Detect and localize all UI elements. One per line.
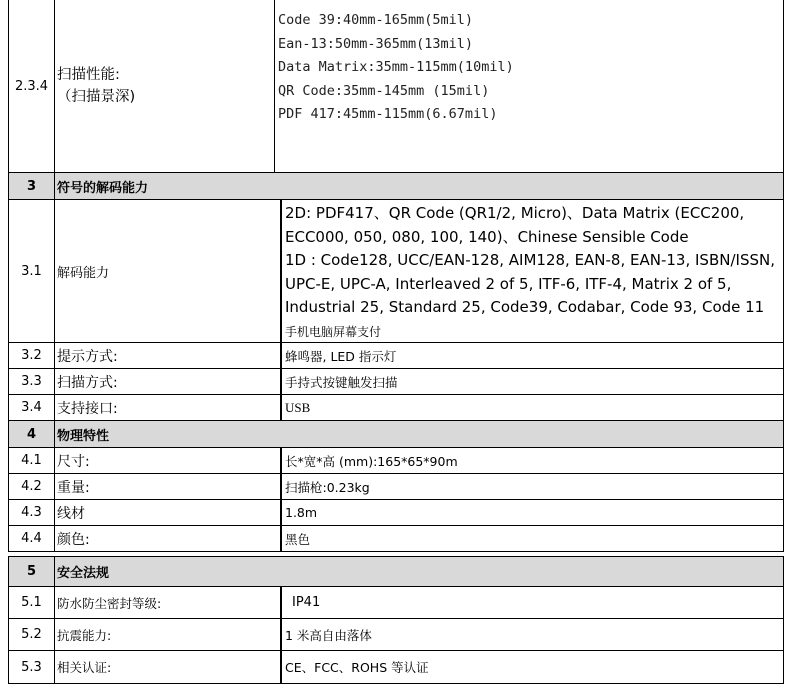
row-label: 相关认证:	[55, 651, 281, 683]
row-number: 4.2	[9, 474, 55, 499]
section-title: 符号的解码能力	[57, 180, 149, 196]
row-value: 手持式按键触发扫描	[281, 369, 783, 394]
row-label: 尺寸:	[55, 448, 281, 473]
row-number: 3.4	[9, 395, 55, 420]
table-row	[8, 587, 784, 619]
depth-of-field-line: Ean-13:50mm-365mm(13mil)	[278, 35, 474, 52]
row-number: 3.3	[9, 369, 55, 394]
row-value: 扫描枪:0.23kg	[281, 474, 783, 499]
row-value: 黑色	[281, 526, 783, 551]
row-label: 防水防尘密封等级:	[55, 587, 281, 618]
row-label	[55, 0, 275, 172]
row-label-line: 扫描性能:	[57, 67, 120, 83]
section-row	[8, 421, 784, 448]
row-label: 支持接口:	[55, 395, 281, 420]
row-number: 3.2	[9, 343, 55, 368]
row-label: 颜色:	[55, 526, 281, 551]
table-row	[8, 200, 784, 343]
table-row	[8, 343, 784, 369]
section-number: 3	[9, 173, 55, 199]
row-label: 扫描方式:	[55, 369, 281, 394]
row-number: 2.3.4	[9, 0, 55, 172]
row-number: 5.2	[9, 619, 55, 650]
row-label-line: （扫描景深)	[57, 89, 136, 105]
table-row	[8, 395, 784, 421]
row-value: 1 米高自由落体	[281, 619, 783, 650]
section-row	[8, 556, 784, 587]
row-number: 4.4	[9, 526, 55, 551]
row-number: 5.3	[9, 651, 55, 683]
row-value: USB	[281, 395, 783, 420]
table-row	[8, 369, 784, 395]
depth-of-field-line: Code 39:40mm-165mm(5mil)	[278, 12, 474, 28]
row-label: 抗震能力:	[55, 619, 281, 650]
row-value: 蜂鸣器, LED 指示灯	[281, 343, 783, 368]
depth-of-field-line: Data Matrix:35mm-115mm(10mil)	[278, 59, 514, 75]
row-label: 重量:	[55, 474, 281, 499]
depth-of-field-line: QR Code:35mm-145mm (15mil)	[278, 82, 490, 99]
row-value: 1.8m	[281, 500, 783, 525]
row-label: 提示方式:	[55, 343, 281, 368]
row-number: 4.1	[9, 448, 55, 473]
row-value: CE、FCC、ROHS 等认证	[281, 651, 783, 683]
row-value	[281, 200, 783, 342]
decode-1d-text: 1D : Code128, UCC/EAN-128, AIM128, EAN-8, EAN-13, ISBN/ISSN, UPC-E, UPC-A, Interleaved 2 of 5, ITF-6, ITF-4, Matrix 2 of 5, Industrial 25, Standard 25, Code39, Codabar, Code 93, Code 11	[285, 251, 775, 316]
row-value	[275, 0, 783, 172]
table-row	[8, 448, 784, 474]
section-number: 4	[9, 421, 55, 447]
decode-tail-text: 手机电脑屏幕支付	[285, 324, 382, 339]
depth-of-field-line: PDF 417:45mm-115mm(6.67mil)	[278, 106, 498, 122]
section-title: 物理特性	[57, 428, 110, 444]
row-number: 3.1	[9, 200, 55, 342]
row-value: IP41	[281, 587, 783, 618]
table-row	[8, 474, 784, 500]
row-label: 解码能力	[55, 200, 281, 342]
table-row	[8, 619, 784, 651]
table-row	[8, 0, 784, 173]
section-row	[8, 173, 784, 200]
decode-2d-text: 2D: PDF417、QR Code (QR1/2, Micro)、Data Matrix (ECC200, ECC000, 050, 080, 100, 140)、Chinese Sensible Code	[285, 204, 745, 246]
section-title: 安全法规	[57, 566, 110, 581]
section-number: 5	[9, 557, 55, 586]
row-label: 线材	[55, 500, 281, 525]
row-value: 长*宽*高 (mm):165*65*90m	[281, 448, 783, 473]
table-row	[8, 500, 784, 526]
table-row	[8, 526, 784, 552]
row-number: 5.1	[9, 587, 55, 618]
table-row	[8, 651, 784, 684]
row-number: 4.3	[9, 500, 55, 525]
